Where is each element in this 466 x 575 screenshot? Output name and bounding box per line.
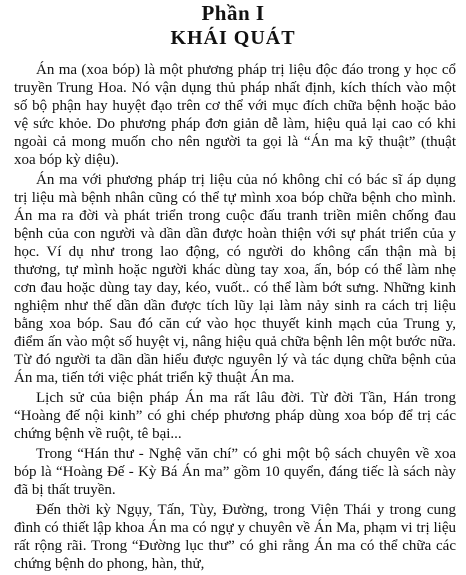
page-header: [0, 0, 466, 49]
paragraph-1: Án ma (xoa bóp) là một phương pháp trị liệu độc đáo trong y học cổ truyền Trung Hoa. Nó vận dụng thủ pháp nhất định, kích thích vào một số bộ phận hay huyệt đạo trên cơ thể với mục đích chữa bệnh hoặc bảo vệ sức khỏe. Do phương pháp đơn giản dễ làm, hiệu quả lại cao có khi ngoài cả mong muốn cho nên người ta gọi là “Án ma kỹ thuật” (thuật xoa bóp kỳ diệu).: [14, 62, 456, 168]
part-title: Phần I: [201, 1, 265, 25]
paragraph-3: Lịch sử của biện pháp Án ma rất lâu đời. Từ đời Tần, Hán trong “Hoàng đế nội kinh” có ghi chép phương pháp dùng xoa bóp để trị các chứng bệnh về ruột, tê bại...: [14, 390, 456, 442]
paragraph-4: Trong “Hán thư - Nghệ văn chí” có ghi một bộ sách chuyên về xoa bóp là “Hoàng Đế - Kỳ Bá Án ma” gồm 10 quyển, đáng tiếc là sách này đã bị thất truyền.: [14, 446, 456, 498]
chapter-title: KHÁI QUÁT: [170, 27, 296, 49]
body-text: [14, 61, 456, 575]
paragraph-5: Đến thời kỳ Ngụy, Tấn, Tùy, Đường, trong Viện Thái y trong cung đình có thiết lập khoa Án ma có ngự y chuyên về Án Ma, phạm vi trị liệu rất rộng rãi. Trong “Đường lục thư” có ghi rằng Án ma có thể chữa các chứng bệnh do phong, hàn, thử,: [14, 502, 456, 572]
paragraph-2: Án ma với phương pháp trị liệu của nó không chỉ có bác sĩ áp dụng trị liệu mà bệnh nhân cũng có thể tự mình xoa bóp chữa bệnh cho mình. Án ma ra đời và phát triển trong cuộc đấu tranh triền miên chống đau bệnh của con người và dần dần được hoàn thiện với sự phát triển của y học. Ví dụ như trong lao động, có người do không cẩn thận mà bị thương, tự mình hoặc người khác dùng tay xoa, ấn, bóp có thể làm nhẹ cơn đau hoặc dùng tay day, kéo, vuốt.. có thể làm bớt sưng. Những kinh nghiệm như thế dần dần được tích lũy lại làm nảy sinh ra cách trị liệu bằng xoa bóp. Sau đó căn cứ vào học thuyết kinh mạch của Trung y, điểm ấn vào một số huyệt vị, nâng hiệu quả chữa bệnh lên một bước nữa. Từ đó người ta dần dần hiểu được nguyên lý và tác dụng chữa bệnh của Án ma, tiến tới việc phát triển kỹ thuật Án ma.: [14, 172, 456, 386]
